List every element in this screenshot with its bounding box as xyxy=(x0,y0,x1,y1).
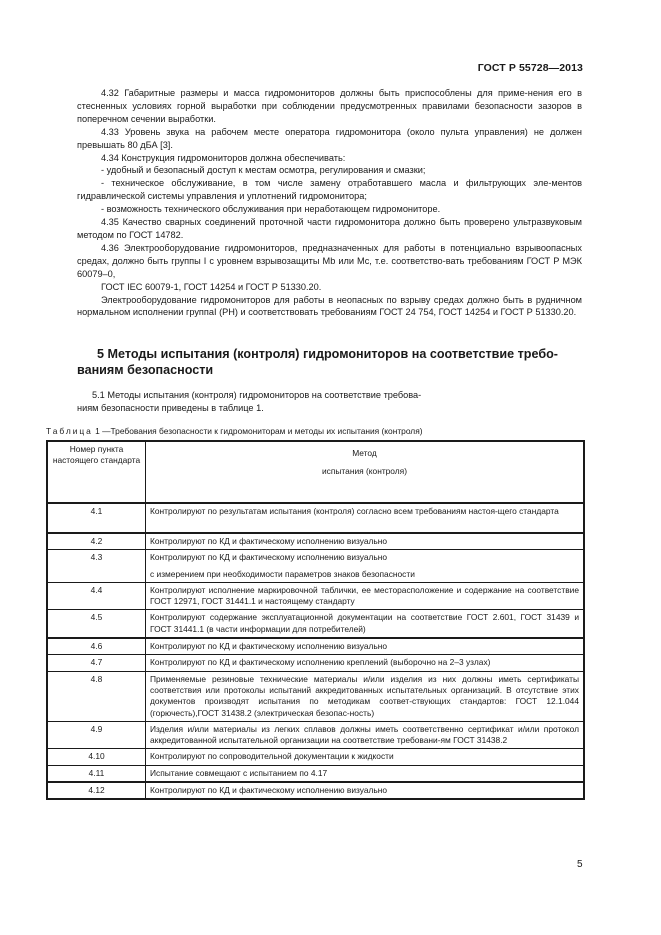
table-row xyxy=(47,655,584,671)
row-method: Контролируют по сопроводительной документации к жидкости xyxy=(146,749,585,765)
row-number: 4.9 xyxy=(47,721,146,749)
row-number: 4.4 xyxy=(47,582,146,610)
row-number: 4.10 xyxy=(47,749,146,765)
table-row xyxy=(47,582,584,610)
row-number: 4.3 xyxy=(47,550,146,583)
row-number: 4.11 xyxy=(47,765,146,782)
row-method: Контролируют по результатам испытания (контроля) согласно всем требованиям настоя-щего стандарта xyxy=(146,503,585,533)
table-row xyxy=(47,610,584,638)
paragraph-4-32: 4.32 Габаритные размеры и масса гидромониторов должны быть приспособлены для приме-нения его в стесненных условиях горной выработки при соблюдении предусмотренных правилами безопасности зазоров в поперечном сечении выработки. xyxy=(77,88,582,124)
paragraph-4-36-continuation: ГОСТ IEC 60079-1, ГОСТ 14254 и ГОСТ Р 51330.20. xyxy=(101,281,322,292)
table-caption-label: Таблица xyxy=(46,426,93,436)
document-header-id: ГОСТ Р 55728—2013 xyxy=(477,62,583,74)
table-caption xyxy=(46,426,423,436)
paragraph-4-34-bullet-1: - удобный и безопасный доступ к местам осмотра, регулирования и смазки; xyxy=(101,165,426,176)
paragraph-5-1-line-2: ниям безопасности приведены в таблице 1. xyxy=(77,403,264,413)
row-number: 4.2 xyxy=(47,533,146,550)
row-method-line-2: с измерением при необходимости параметров знаков безопасности xyxy=(150,568,415,579)
row-method: Применяемые резиновые технические материалы и/или изделия из них должны иметь сертификаты соответствия или протоколы испытаний аккредитованных испытательных организаций. В отсутствие этих документов производят испытания по методикам соответ-ствующих стандартов: ГОСТ 12.1.044 (горючесть),ГОСТ 31438.2 (электрическая безопас-ность) xyxy=(146,671,585,721)
requirements-table xyxy=(46,440,585,800)
table-row xyxy=(47,782,584,799)
paragraph-4-34-bullet-2: - техническое обслуживание, в том числе замену отработавшего масла и фильтрующих эле-ментов гидравлической системы управления и уплотнений гидромонитора; xyxy=(77,178,582,202)
header-method xyxy=(146,441,585,503)
row-method: Контролируют содержание эксплуатационной документации на соответствие ГОСТ 2.601, ГОСТ 31439 и ГОСТ 31441.1 (в части информации для потребителей) xyxy=(146,610,585,638)
paragraph-4-36: 4.36 Электрооборудование гидромониторов, предназначенных для работы в потенциально взрывоопасных средах, должно быть группы I с уровнем взрывозащиты Mb или Mc, т.е. соответство-вать требованиям ГОСТ Р МЭК 60079–0, xyxy=(77,242,582,279)
paragraph-5-1 xyxy=(77,389,497,415)
paragraph-4-34: 4.34 Конструкция гидромониторов должна обеспечивать: xyxy=(101,152,346,163)
table-row xyxy=(47,765,584,782)
table-row xyxy=(47,638,584,655)
row-method: Контролируют по КД и фактическому исполнению визуально xyxy=(146,638,585,655)
table-row xyxy=(47,671,584,721)
section-title-line-1: 5 Методы испытания (контроля) гидромониторов на соответствие требо- xyxy=(97,347,558,361)
row-method: Контролируют по КД и фактическому исполнению креплений (выборочно на 2–3 узлах) xyxy=(146,655,585,671)
header-method-line-2: испытания (контроля) xyxy=(322,466,407,477)
row-number: 4.1 xyxy=(47,503,146,533)
row-number: 4.5 xyxy=(47,610,146,638)
section-title-line-2: ваниям безопасности xyxy=(77,363,214,377)
row-number: 4.6 xyxy=(47,638,146,655)
row-method-line-1: Контролируют по КД и фактическому исполнению визуально xyxy=(150,552,388,563)
page-number: 5 xyxy=(577,859,583,870)
body-text xyxy=(77,87,582,319)
row-method: Испытание совмещают с испытанием по 4.17 xyxy=(146,765,585,782)
row-method: Контролируют исполнение маркировочной таблички, ее месторасположение и содержание на соответствие ГОСТ 12971, ГОСТ 31441.1 и настоящему стандарту xyxy=(146,582,585,610)
table-row xyxy=(47,749,584,765)
paragraph-4-33: 4.33 Уровень звука на рабочем месте оператора гидромонитора (около пульта управления) не должен превышать 80 дБА [3]. xyxy=(77,126,582,150)
row-method: Изделия и/или материалы из легких сплавов должны иметь соответственно сертификат и/или протокол аккредитованной испытательной организации на соответствие требовани-ям ГОСТ 31438.2 xyxy=(146,721,585,749)
table-row xyxy=(47,550,584,583)
row-number: 4.8 xyxy=(47,671,146,721)
row-method: Контролируют по КД и фактическому исполнению визуально xyxy=(146,782,585,799)
table-row xyxy=(47,533,584,550)
section-5-title xyxy=(77,346,582,378)
row-method: Контролируют по КД и фактическому исполнению визуально xyxy=(146,533,585,550)
row-method xyxy=(146,550,585,583)
table-row xyxy=(47,721,584,749)
table-caption-text: 1 —Требования безопасности к гидромониторам и методы их испытания (контроля) xyxy=(92,426,423,436)
header-clause-number: Номер пункта настоящего стандарта xyxy=(47,441,146,503)
row-number: 4.7 xyxy=(47,655,146,671)
paragraph-4-36-b: Электрооборудование гидромониторов для работы в неопасных по взрыву средах должно быть в рудничном нормальном исполнении группаI (РН) и соответствовать требованиям ГОСТ 24 754, ГОСТ 14254 и ГОСТ Р 51330.20. xyxy=(77,294,582,318)
paragraph-5-1-line-1: 5.1 Методы испытания (контроля) гидромониторов на соответствие требова- xyxy=(92,390,422,400)
header-method-line-1: Метод xyxy=(352,448,377,458)
table-row xyxy=(47,503,584,533)
paragraph-4-34-bullet-3: - возможность технического обслуживания при неработающем гидромониторе. xyxy=(101,204,441,215)
row-number: 4.12 xyxy=(47,782,146,799)
table-header-row xyxy=(47,441,584,503)
paragraph-4-35: 4.35 Качество сварных соединений проточной части гидромонитора должно быть проверено ультразвуковым методом по ГОСТ 14782. xyxy=(77,217,582,240)
